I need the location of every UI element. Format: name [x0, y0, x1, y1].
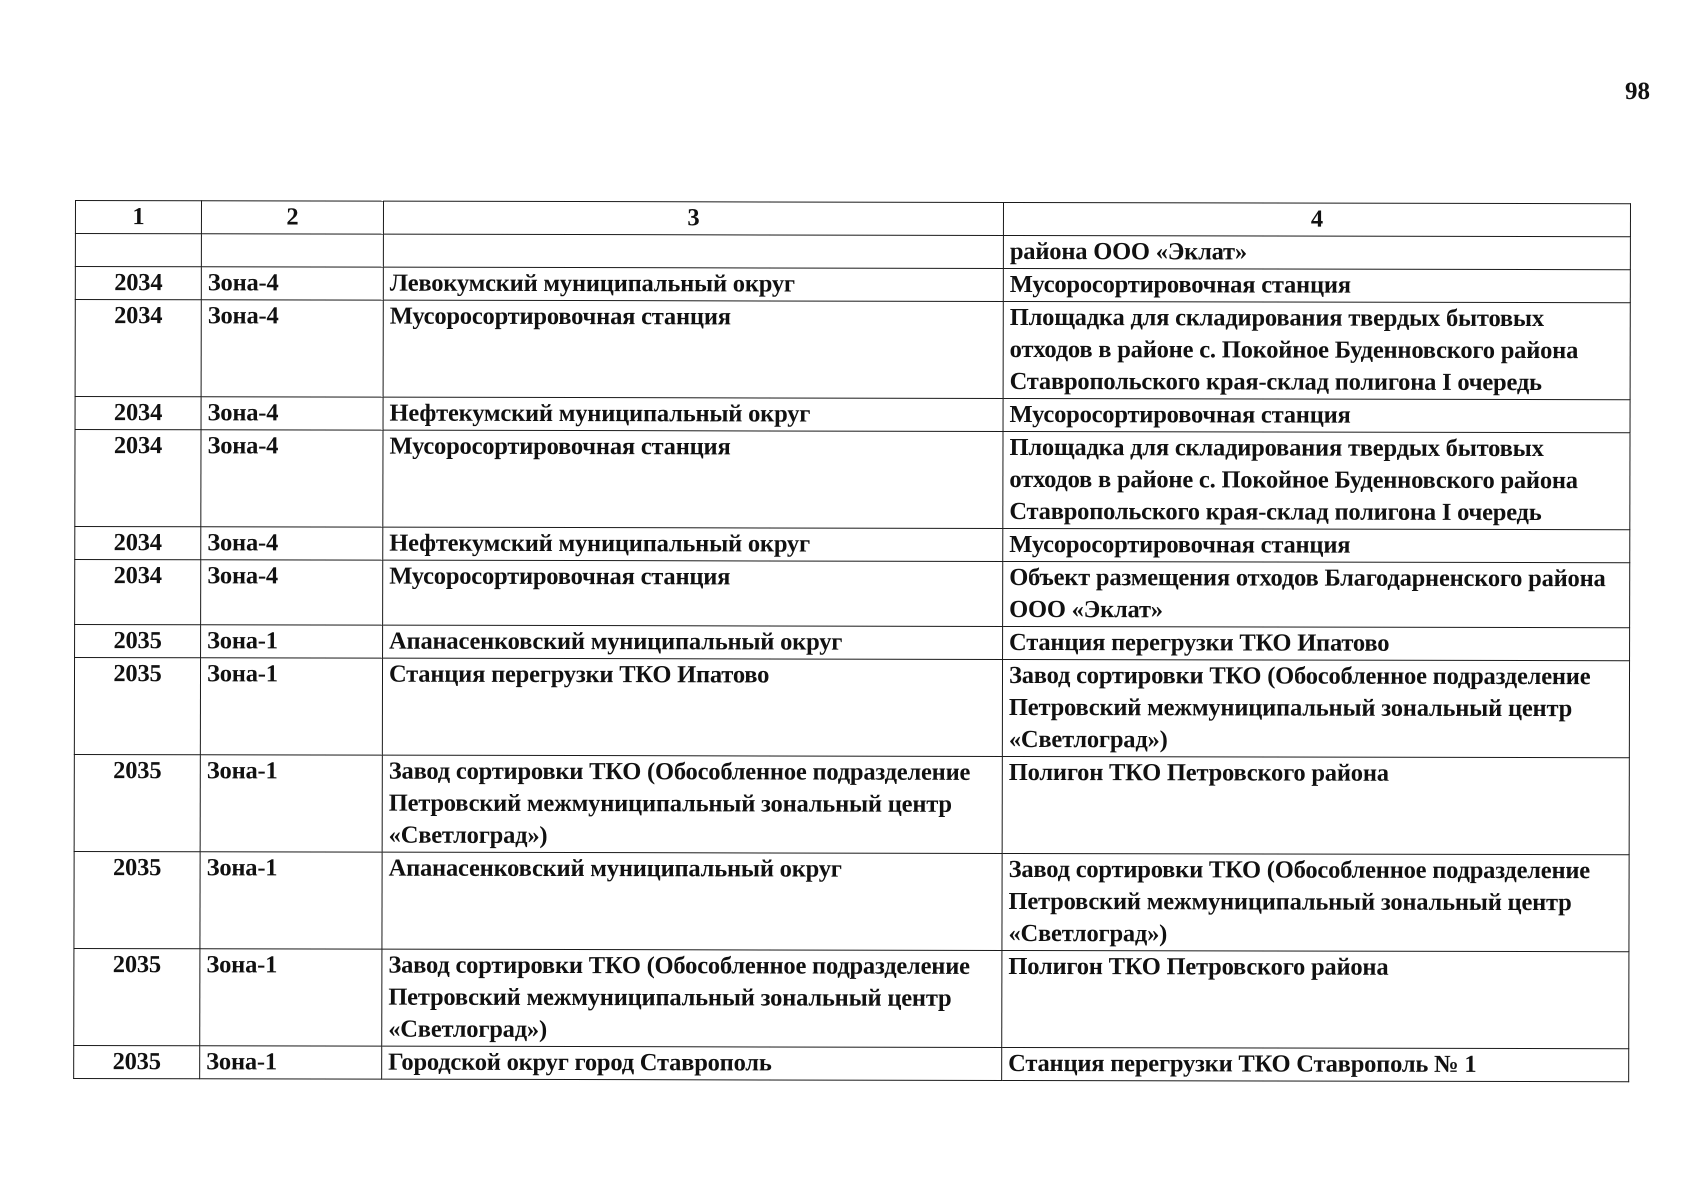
- destination-cell: Объект размещения отходов Благодарненского района ООО «Эклат»: [1003, 561, 1630, 627]
- zone-cell: Зона-1: [201, 625, 383, 658]
- year-cell: 2034: [75, 397, 201, 430]
- source-cell: Апанасенковский муниципальный округ: [383, 625, 1003, 659]
- table-row: [74, 1045, 1629, 1081]
- zone-cell: Зона-1: [200, 1046, 382, 1079]
- zone-cell: Зона-4: [201, 430, 383, 527]
- header-cell: 3: [383, 201, 1003, 235]
- year-cell: 2034: [75, 300, 201, 397]
- destination-cell: Площадка для складирования твердых бытовых отходов в районе с. Покойное Буденновского района Ставропольского края-склад полигона I очередь: [1003, 431, 1630, 529]
- year-cell: 2034: [75, 527, 201, 560]
- page-number: 98: [1625, 78, 1650, 105]
- destination-cell: района ООО «Эклат»: [1003, 235, 1630, 269]
- zone-cell: Зона-4: [201, 527, 383, 560]
- year-cell: 2035: [74, 1045, 200, 1078]
- table-row: [74, 851, 1629, 951]
- source-cell: [383, 234, 1003, 268]
- destination-cell: Мусоросортировочная станция: [1003, 398, 1630, 432]
- year-cell: 2034: [75, 267, 201, 300]
- zone-cell: [201, 234, 383, 267]
- source-cell: Городской округ город Ставрополь: [382, 1046, 1002, 1080]
- zone-cell: Зона-1: [200, 852, 382, 949]
- year-cell: 2035: [74, 948, 200, 1045]
- table-body: [74, 234, 1631, 1082]
- zone-cell: Зона-4: [201, 300, 383, 397]
- source-cell: Мусоросортировочная станция: [383, 300, 1003, 398]
- table-row: [75, 267, 1630, 303]
- destination-cell: Полигон ТКО Петровского района: [1002, 756, 1629, 854]
- table-row: [74, 948, 1629, 1048]
- zone-cell: Зона-4: [201, 560, 383, 625]
- table-row: [75, 527, 1630, 563]
- header-cell: 4: [1003, 202, 1630, 236]
- source-cell: Завод сортировки ТКО (Обособленное подразделение Петровский межмуниципальный зональный центр «Светлоград»): [382, 755, 1002, 853]
- table-row: [75, 560, 1630, 628]
- header-cell: 2: [201, 201, 383, 234]
- source-cell: Станция перегрузки ТКО Ипатово: [382, 658, 1002, 756]
- zone-cell: Зона-1: [200, 658, 382, 755]
- source-cell: Завод сортировки ТКО (Обособленное подразделение Петровский межмуниципальный зональный центр «Светлоград»): [382, 949, 1002, 1047]
- source-cell: Левокумский муниципальный округ: [383, 267, 1003, 301]
- table-row: [74, 754, 1629, 854]
- destination-cell: Мусоросортировочная станция: [1003, 268, 1630, 302]
- year-cell: 2035: [74, 754, 200, 851]
- year-cell: 2034: [75, 430, 201, 527]
- year-cell: 2035: [74, 658, 200, 755]
- destination-cell: Мусоросортировочная станция: [1003, 528, 1630, 562]
- table-row: [75, 234, 1630, 270]
- source-cell: Нефтекумский муниципальный округ: [383, 527, 1003, 561]
- destination-cell: Станция перегрузки ТКО Ставрополь № 1: [1002, 1047, 1629, 1081]
- zone-cell: Зона-4: [201, 397, 383, 430]
- zone-cell: Зона-1: [200, 949, 382, 1046]
- routes-table: [73, 200, 1631, 1082]
- table-row: [75, 625, 1630, 661]
- destination-cell: Завод сортировки ТКО (Обособленное подразделение Петровский межмуниципальный зональный центр «Светлоград»): [1002, 659, 1629, 757]
- source-cell: Мусоросортировочная станция: [383, 430, 1003, 528]
- table-row: [75, 430, 1630, 530]
- table-row: [74, 658, 1629, 758]
- destination-cell: Полигон ТКО Петровского района: [1002, 950, 1629, 1048]
- destination-cell: Площадка для складирования твердых бытовых отходов в районе с. Покойное Буденновского района Ставропольского края-склад полигона I очередь: [1003, 301, 1630, 399]
- source-cell: Нефтекумский муниципальный округ: [383, 397, 1003, 431]
- zone-cell: Зона-4: [201, 267, 383, 300]
- source-cell: Мусоросортировочная станция: [383, 560, 1003, 626]
- year-cell: 2034: [75, 560, 201, 625]
- source-cell: Апанасенковский муниципальный округ: [382, 852, 1002, 950]
- destination-cell: Станция перегрузки ТКО Ипатово: [1003, 626, 1630, 660]
- table-row: [75, 300, 1630, 400]
- destination-cell: Завод сортировки ТКО (Обособленное подразделение Петровский межмуниципальный зональный центр «Светлоград»): [1002, 853, 1629, 951]
- year-cell: 2035: [74, 851, 200, 948]
- year-cell: [75, 234, 201, 267]
- header-cell: 1: [75, 201, 201, 234]
- zone-cell: Зона-1: [200, 755, 382, 852]
- table-row: [75, 397, 1630, 433]
- column-number-row: [75, 201, 1630, 237]
- year-cell: 2035: [75, 625, 201, 658]
